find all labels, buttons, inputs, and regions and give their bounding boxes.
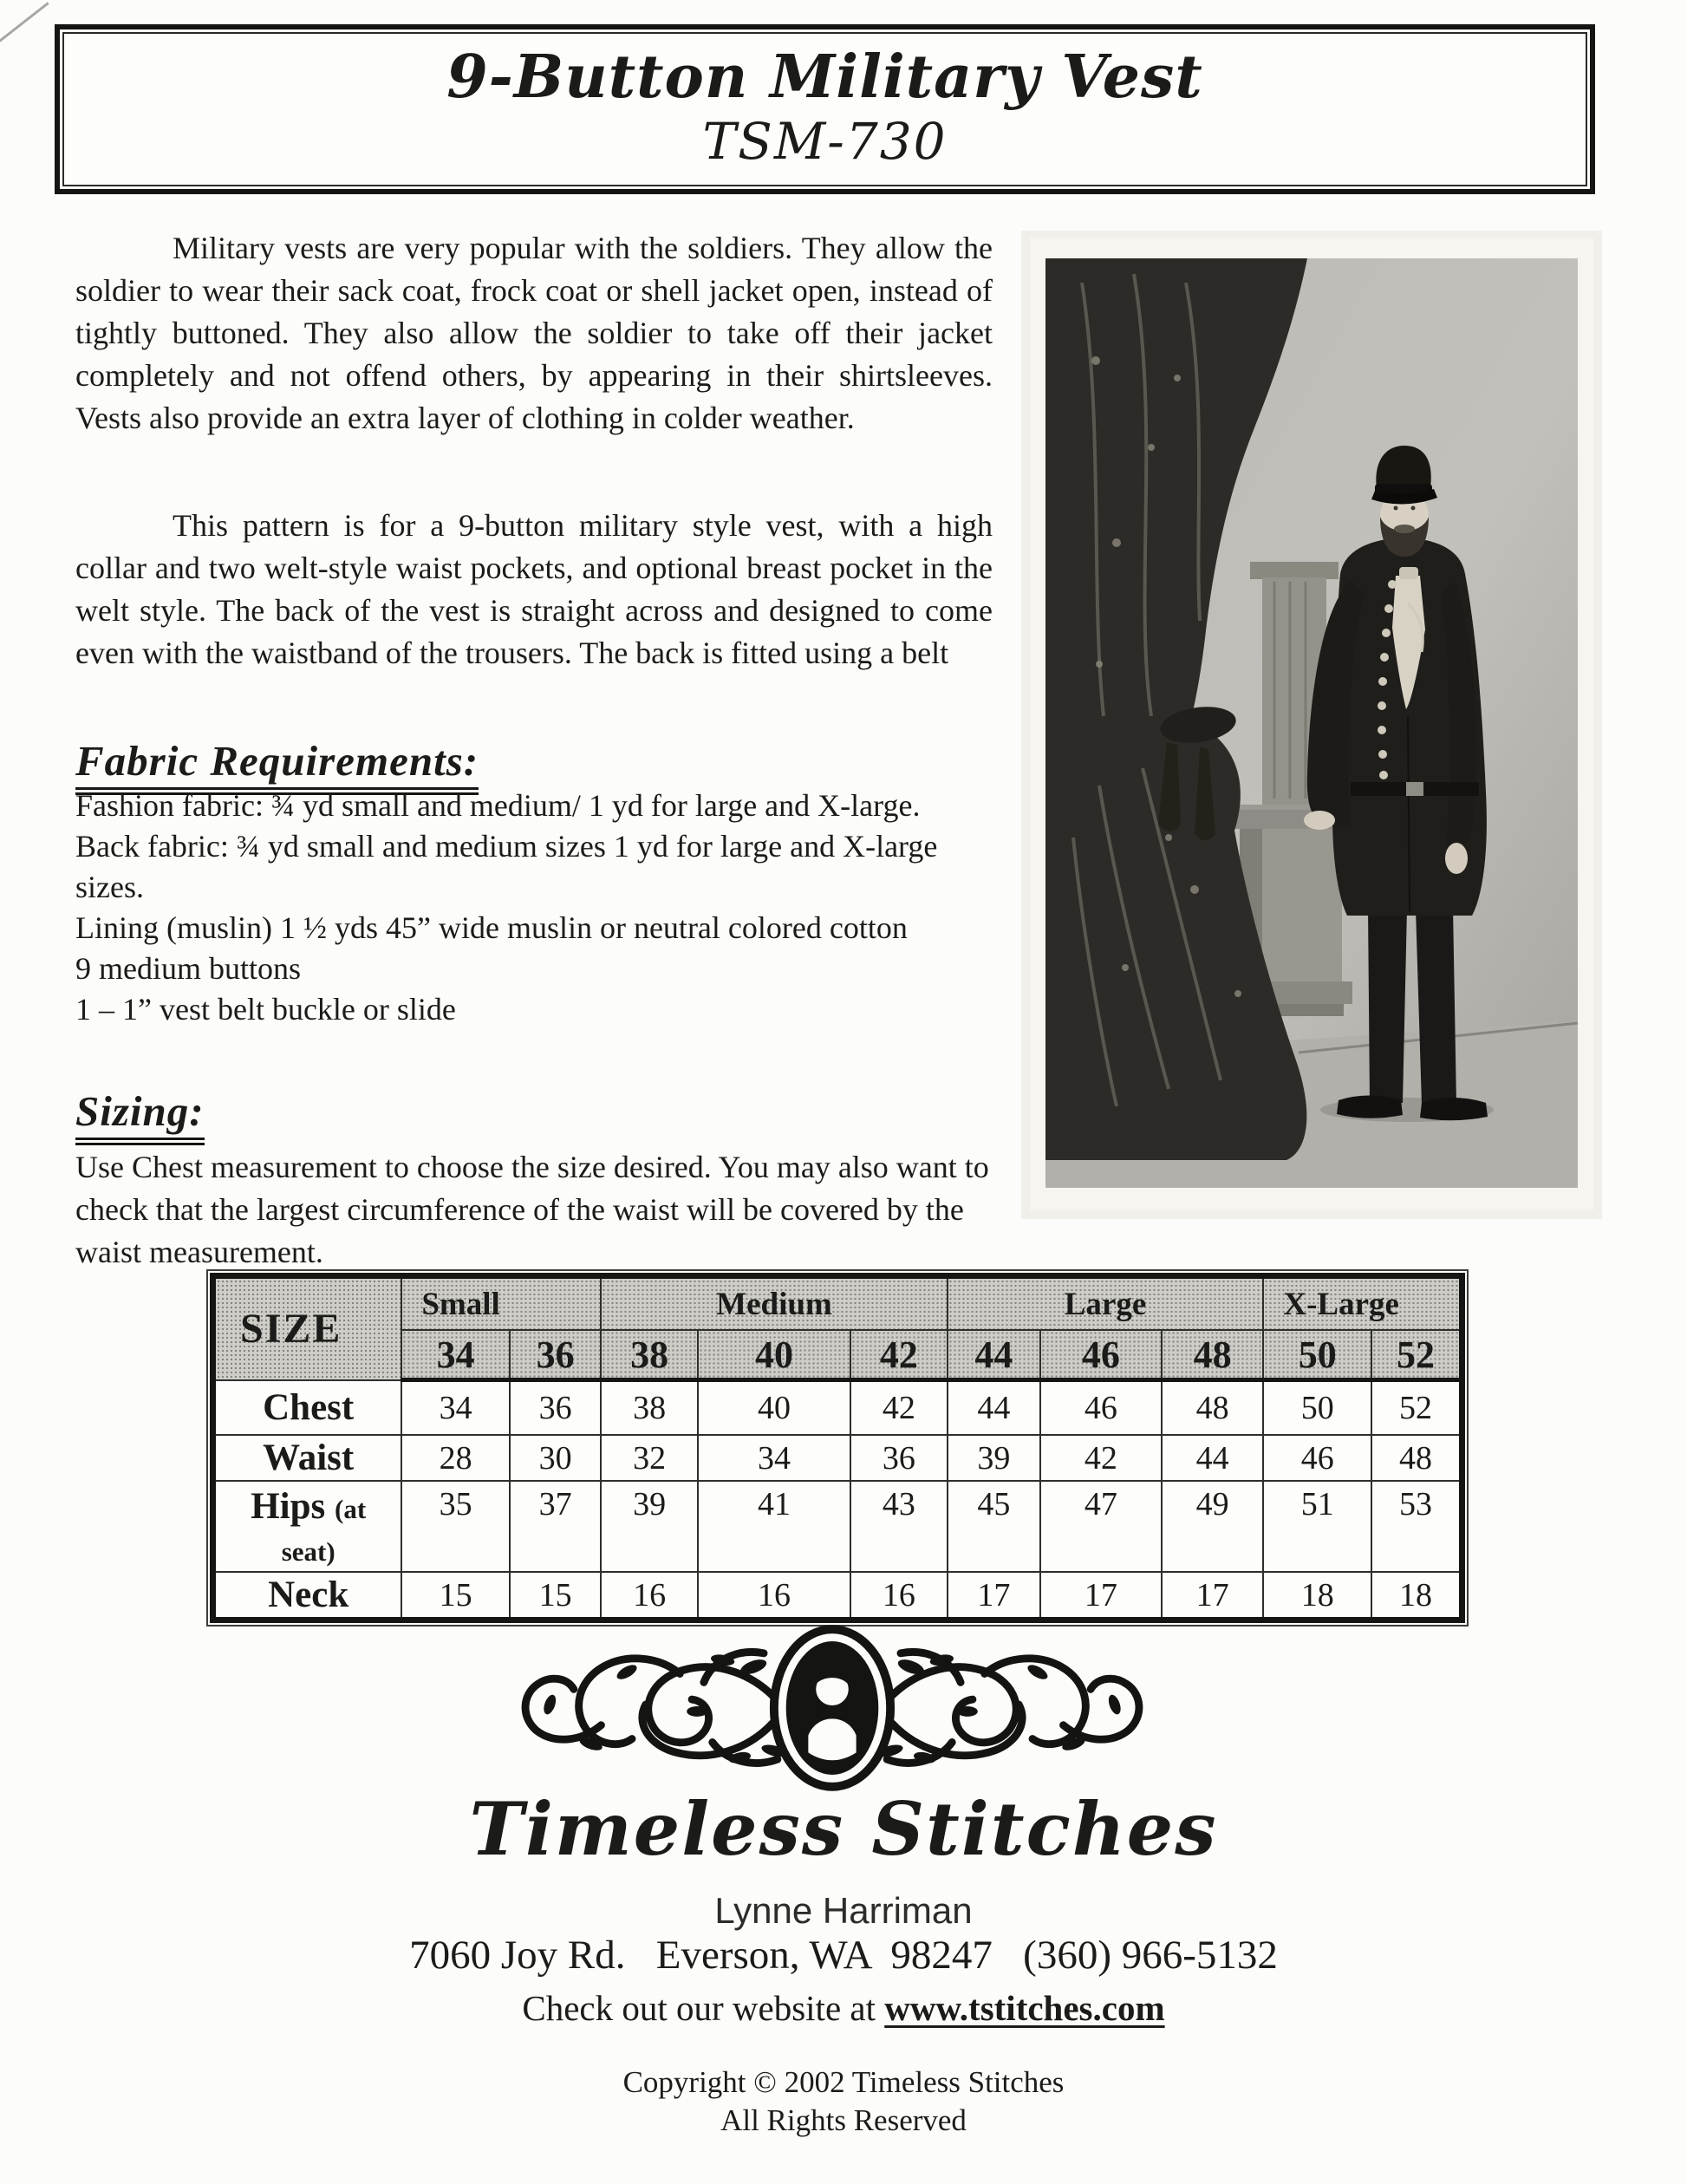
table-row-chest xyxy=(213,1380,1462,1436)
size-value: 34 xyxy=(401,1380,510,1436)
fabric-requirements-heading xyxy=(75,737,479,786)
size-value: 15 xyxy=(510,1572,601,1620)
size-value: 17 xyxy=(948,1572,1040,1620)
website-url: www.tstitches.com xyxy=(884,1988,1165,2028)
size-value: 49 xyxy=(1162,1481,1264,1572)
rights-line: All Rights Reserved xyxy=(720,2103,967,2137)
size-value: 32 xyxy=(601,1435,697,1481)
size-value: 36 xyxy=(850,1435,947,1481)
size-value: 40 xyxy=(698,1380,850,1436)
row-label-neck: Neck xyxy=(213,1572,402,1620)
size-value: 46 xyxy=(1263,1435,1371,1481)
size-value: 30 xyxy=(510,1435,601,1481)
size-value: 28 xyxy=(401,1435,510,1481)
pattern-number: TSM-730 xyxy=(702,112,948,171)
sizing-heading xyxy=(75,1087,205,1136)
pattern-description-paragraph: This pattern is for a 9-button military style vest, with a high collar and two welt-style waist pockets, and optional breast pocket in the welt style. The back of the vest is straight across and designed to come even with the waistband of the trousers. The back is fitted using a belt xyxy=(75,508,993,670)
row-label-hips-sub2: seat) xyxy=(281,1536,335,1567)
size-value: 42 xyxy=(1040,1435,1162,1481)
size-value: 35 xyxy=(401,1481,510,1572)
pattern-title: 9-Button Military Vest xyxy=(446,42,1203,112)
fabric-item-back: Back fabric: ¾ yd small and medium sizes 1 yd for large and X-large sizes. xyxy=(75,829,938,904)
size-value: 48 xyxy=(1162,1380,1264,1436)
size-column-header: 38 xyxy=(601,1330,697,1380)
website-line xyxy=(0,1987,1687,2029)
copyright-line: Copyright © 2002 Timeless Stitches xyxy=(622,2065,1065,2099)
size-column-header: 36 xyxy=(510,1330,601,1380)
address-line: 7060 Joy Rd. Everson, WA 98247 (360) 966-5132 xyxy=(409,1933,1278,1978)
fabric-requirements-list xyxy=(75,786,993,1030)
size-value: 46 xyxy=(1040,1380,1162,1436)
size-value: 16 xyxy=(850,1572,947,1620)
fabric-item-buckle: 1 – 1” vest belt buckle or slide xyxy=(75,992,456,1027)
size-table-corner-label: SIZE xyxy=(213,1276,402,1380)
website-prefix: Check out our website at xyxy=(522,1988,885,2028)
row-label-hips-sub1: (at xyxy=(335,1494,367,1524)
size-value: 17 xyxy=(1040,1572,1162,1620)
sizing-paragraph: Use Chest measurement to choose the size desired. You may also want to check that the largest circumference of the waist will be covered by the waist measurement. xyxy=(75,1150,989,1269)
fabric-requirements-heading-text: Fabric Requirements: xyxy=(75,737,479,795)
owner-name: Lynne Harriman xyxy=(714,1890,973,1931)
soldier-photo xyxy=(1021,231,1602,1219)
size-table xyxy=(210,1273,1465,1623)
size-column-header: 50 xyxy=(1263,1330,1371,1380)
size-value: 47 xyxy=(1040,1481,1162,1572)
size-column-header: 46 xyxy=(1040,1330,1162,1380)
size-column-header: 44 xyxy=(948,1330,1040,1380)
size-value: 15 xyxy=(401,1572,510,1620)
soldier-photo-image xyxy=(1021,231,1602,1219)
size-value: 37 xyxy=(510,1481,601,1572)
size-value: 51 xyxy=(1263,1481,1371,1572)
size-group-small: Small xyxy=(401,1276,601,1331)
size-value: 44 xyxy=(1162,1435,1264,1481)
table-row-waist xyxy=(213,1435,1462,1481)
size-value: 43 xyxy=(850,1481,947,1572)
size-value: 16 xyxy=(698,1572,850,1620)
fabric-item-lining: Lining (muslin) 1 ½ yds 45” wide muslin or neutral colored cotton xyxy=(75,910,908,945)
intro-paragraph: Military vests are very popular with the soldiers. They allow the soldier to wear their sack coat, frock coat or shell jacket open, instead of tightly buttoned. They also allow the soldier to take off their jacket completely and not offend others, by appearing in their shirtsleeves. Vests also provide an extra layer of clothing in colder weather. xyxy=(75,231,993,435)
row-label-chest: Chest xyxy=(213,1380,402,1436)
size-value: 52 xyxy=(1371,1380,1462,1436)
size-value: 18 xyxy=(1263,1572,1371,1620)
timeless-stitches-logo xyxy=(498,1621,1166,1795)
size-group-xlarge: X-Large xyxy=(1263,1276,1462,1331)
table-row-hips xyxy=(213,1481,1462,1572)
fabric-item-buttons: 9 medium buttons xyxy=(75,951,301,986)
size-value: 42 xyxy=(850,1380,947,1436)
size-column-header: 34 xyxy=(401,1330,510,1380)
row-label-hips xyxy=(213,1481,402,1572)
row-label-hips-main: Hips xyxy=(251,1486,326,1527)
fabric-item-fashion: Fashion fabric: ¾ yd small and medium/ 1 yd for large and X-large. xyxy=(75,788,921,823)
size-column-header: 40 xyxy=(698,1330,850,1380)
size-value: 16 xyxy=(601,1572,697,1620)
size-value: 34 xyxy=(698,1435,850,1481)
size-column-header: 48 xyxy=(1162,1330,1264,1380)
size-value: 36 xyxy=(510,1380,601,1436)
size-value: 39 xyxy=(948,1435,1040,1481)
cameo-flourish-icon xyxy=(498,1621,1166,1795)
size-value: 44 xyxy=(948,1380,1040,1436)
row-label-waist: Waist xyxy=(213,1435,402,1481)
size-value: 18 xyxy=(1371,1572,1462,1620)
title-box xyxy=(55,24,1595,194)
size-group-large: Large xyxy=(948,1276,1264,1331)
size-column-header: 42 xyxy=(850,1330,947,1380)
size-value: 39 xyxy=(601,1481,697,1572)
scan-corner-artifact xyxy=(0,2,49,45)
table-row-neck xyxy=(213,1572,1462,1620)
size-value: 53 xyxy=(1371,1481,1462,1572)
size-value: 17 xyxy=(1162,1572,1264,1620)
size-group-medium: Medium xyxy=(601,1276,947,1331)
size-value: 38 xyxy=(601,1380,697,1436)
brand-name: Timeless Stitches xyxy=(469,1786,1218,1872)
size-value: 48 xyxy=(1371,1435,1462,1481)
size-value: 41 xyxy=(698,1481,850,1572)
size-column-header: 52 xyxy=(1371,1330,1462,1380)
sizing-heading-text: Sizing: xyxy=(75,1087,205,1145)
size-value: 50 xyxy=(1263,1380,1371,1436)
size-value: 45 xyxy=(948,1481,1040,1572)
